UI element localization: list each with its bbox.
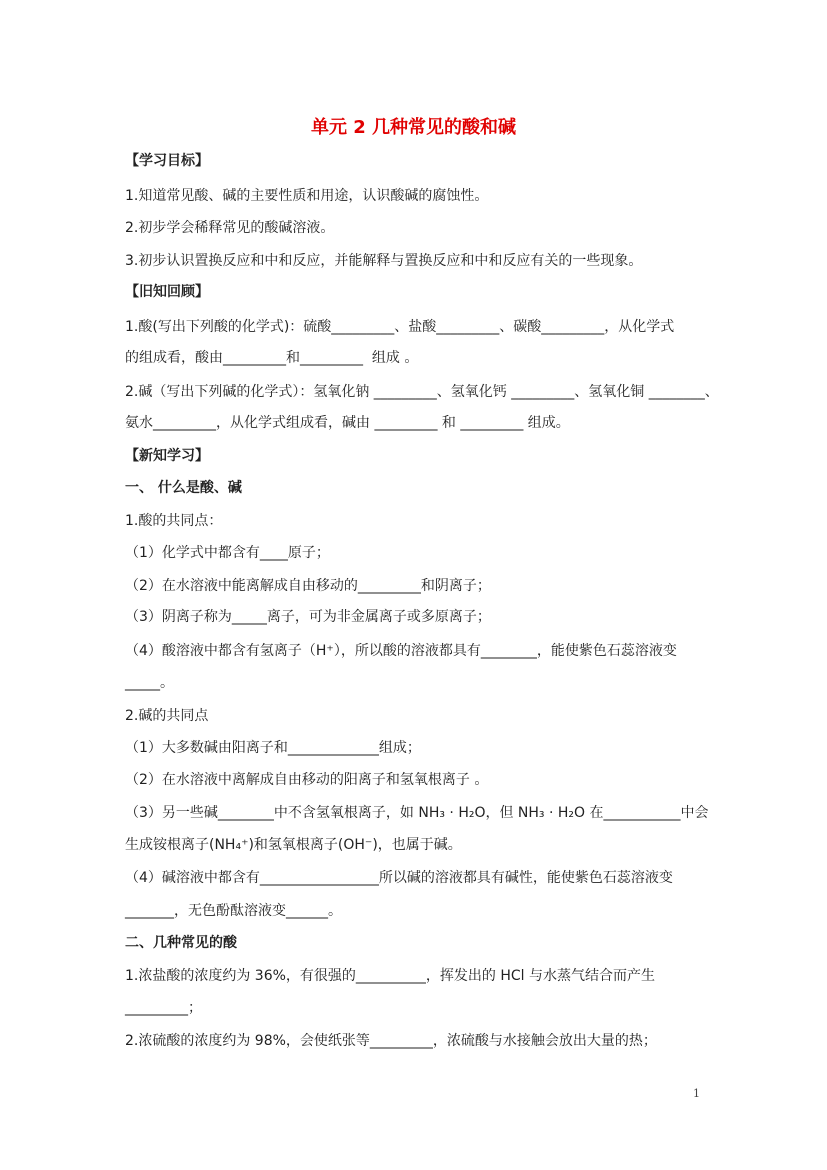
objective-3: 3.初步认识置换反应和中和反应，并能解释与置换反应和中和反应有关的一些现象。 bbox=[125, 253, 643, 269]
subheading-common-acids: 二、几种常见的酸 bbox=[125, 935, 237, 951]
acid-point-4-line-1: （4）酸溶液中都含有氢离子（H⁺），所以酸的溶液都具有________，能使紫色石蕊溶液变 bbox=[125, 643, 677, 659]
review-base-line-2: 氨水_________，从化学式组成看，碱由 _________ 和 _________ 组成。 bbox=[125, 415, 570, 431]
subheading-what-is-acid-base: 一、 什么是酸、碱 bbox=[125, 480, 242, 496]
review-acid-line-2: 的组成看，酸由_________和_________ 组成 。 bbox=[125, 350, 419, 366]
acid-common-heading: 1.酸的共同点： bbox=[125, 513, 223, 529]
page-number: 1 bbox=[693, 1087, 700, 1100]
common-acid-1-line-2: _________； bbox=[125, 1000, 202, 1016]
acid-point-2: （2）在水溶液中能离解成自由移动的_________和阴离子； bbox=[125, 578, 491, 594]
section-heading-objectives: 【学习目标】 bbox=[125, 153, 209, 169]
objective-2: 2.初步学会稀释常见的酸碱溶液。 bbox=[125, 220, 335, 236]
acid-point-4-line-2: _____。 bbox=[125, 675, 174, 691]
base-point-1: （1）大多数碱由阳离子和_____________组成； bbox=[125, 740, 421, 756]
review-base-line-1: 2.碱（写出下列碱的化学式）：氢氧化钠 _________、氢氧化钙 _________、氢氧化铜 ________、 bbox=[125, 384, 719, 400]
acid-point-1: （1）化学式中都含有____原子； bbox=[125, 545, 330, 561]
page-title: 单元 2 几种常见的酸和碱 bbox=[310, 117, 517, 138]
section-heading-review: 【旧知回顾】 bbox=[125, 284, 209, 300]
objective-1: 1.知道常见酸、碱的主要性质和用途，认识酸碱的腐蚀性。 bbox=[125, 188, 489, 204]
base-point-4-line-1: （4）碱溶液中都含有_________________所以碱的溶液都具有碱性，能使紫色石蕊溶液变 bbox=[125, 870, 673, 886]
base-point-3-line-1: （3）另一些碱________中不含氢氧根离子，如 NH₃ · H₂O，但 NH₃ · H₂O 在___________中会 bbox=[125, 805, 709, 821]
review-acid-line-1: 1.酸(写出下列酸的化学式)：硫酸_________、盐酸_________、碳酸_________，从化学式 bbox=[125, 319, 675, 335]
base-point-4-line-2: _______，无色酚酞溶液变______。 bbox=[125, 903, 342, 919]
acid-point-3: （3）阴离子称为_____离子，可为非金属离子或多原离子； bbox=[125, 609, 491, 625]
base-point-2: （2）在水溶液中离解成自由移动的阳离子和氢氧根离子 。 bbox=[125, 772, 489, 788]
common-acid-1-line-1: 1.浓盐酸的浓度约为 36%，有很强的__________，挥发出的 HCl 与水蒸气结合而产生 bbox=[125, 968, 656, 984]
section-heading-new: 【新知学习】 bbox=[125, 448, 209, 464]
base-common-heading: 2.碱的共同点 bbox=[125, 708, 209, 724]
common-acid-2: 2.浓硫酸的浓度约为 98%，会使纸张等_________，浓硫酸与水接触会放出大量的热； bbox=[125, 1033, 657, 1049]
base-point-3-line-2: 生成铵根离子(NH₄⁺)和氢氧根离子(OH⁻)，也属于碱。 bbox=[125, 837, 462, 853]
